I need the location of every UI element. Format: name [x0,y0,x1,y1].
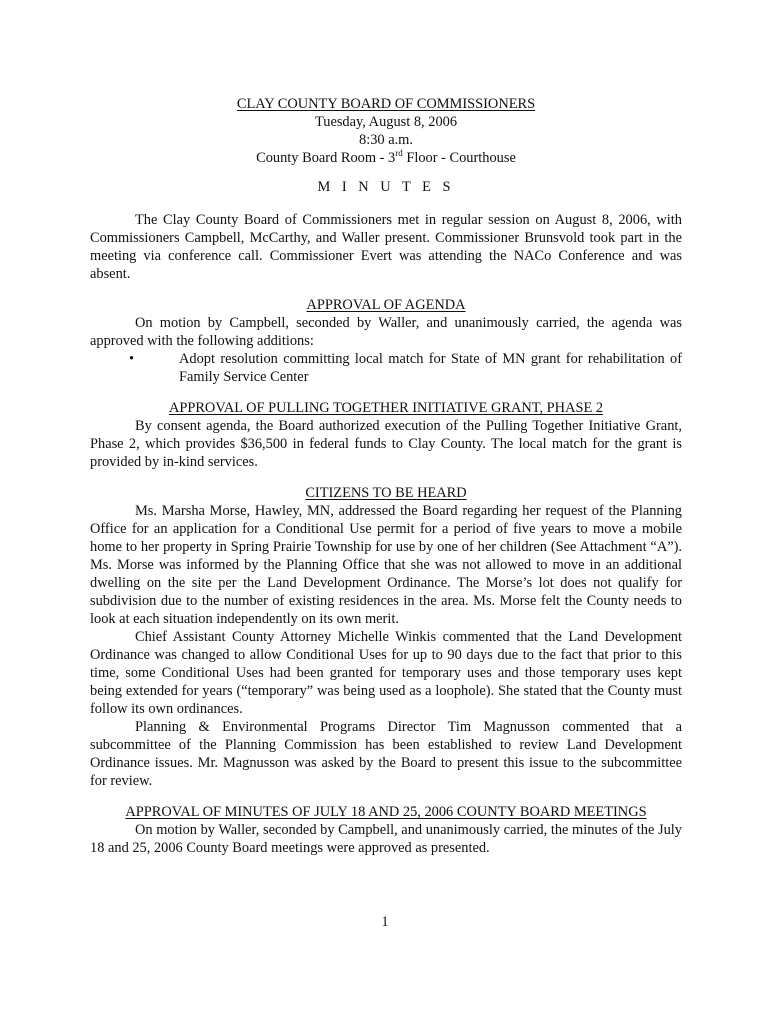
grant-heading: APPROVAL OF PULLING TOGETHER INITIATIVE GRANT, PHASE 2 [168,400,604,416]
bullet-text: Adopt resolution committing local match for State of MN grant for rehabilitation of Family Service Center [179,351,682,385]
document-page [90,95,682,857]
citizens-paragraph-1: Ms. Marsha Morse, Hawley, MN, addressed the Board regarding her request of the Planning Office for an application for a Conditional Use permit for a period of five years to move a mobile home to her property in Spring Prairie Township for use by one of her children (See Attachment “A”). Ms. Morse was informed by the Planning Office that she was not allowed to move in an additional dwelling on the site per the Land Development Ordinance. The Morse’s lot does not qualify for subdivision due to the number of existing residences in the area. Ms. Morse felt the County needs to look at each situation independently on its own merit. [90,503,682,627]
meeting-time: 8:30 a.m. [359,132,413,148]
bullet-symbol: • [129,351,135,367]
agenda-bullet-item [129,350,682,386]
meeting-header [90,95,682,167]
location-prefix: County Board Room - 3 [256,150,396,166]
meeting-date: Tuesday, August 8, 2006 [314,114,458,130]
citizens-heading: CITIZENS TO BE HEARD [305,485,467,501]
minutes-approval-paragraph: On motion by Waller, seconded by Campbell, and unanimously carried, the minutes of the July 18 and 25, 2006 County Board meetings were approved as presented. [90,822,682,856]
location-superscript: rd [395,148,403,159]
location-suffix: Floor - Courthouse [402,150,516,166]
agenda-paragraph: On motion by Campbell, seconded by Waller, and unanimously carried, the agenda was approved with the following additions: [90,315,682,349]
document-title: M I N U T E S [317,179,455,195]
agenda-heading: APPROVAL OF AGENDA [306,297,466,313]
intro-paragraph: The Clay County Board of Commissioners met in regular session on August 8, 2006, with Commissioners Campbell, McCarthy, and Waller present. Commissioner Brunsvold took part in the meeting via conference call. Commissioner Evert was attending the NACo Conference and was absent. [90,212,682,282]
board-name: CLAY COUNTY BOARD OF COMMISSIONERS [236,96,536,112]
meeting-location [90,149,682,167]
minutes-approval-heading: APPROVAL OF MINUTES OF JULY 18 AND 25, 2006 COUNTY BOARD MEETINGS [125,804,647,820]
page-number: 1 [381,914,389,930]
citizens-paragraph-3: Planning & Environmental Programs Director Tim Magnusson commented that a subcommittee of the Planning Commission has been established to review Land Development Ordinance issues. Mr. Magnusson was asked by the Board to present this issue to the subcommittee for review. [90,719,682,789]
grant-paragraph: By consent agenda, the Board authorized execution of the Pulling Together Initiative Grant, Phase 2, which provides $36,500 in federal funds to Clay County. The local match for the grant is provided by in-kind services. [90,418,682,470]
citizens-paragraph-2: Chief Assistant County Attorney Michelle Winkis commented that the Land Development Ordinance was changed to allow Conditional Uses for up to 90 days due to the fact that prior to this time, some Conditional Uses had been granted for temporary uses and those temporary uses kept being extended for years (“temporary” was being used as a loophole). She stated that the County must follow its own ordinances. [90,629,682,717]
